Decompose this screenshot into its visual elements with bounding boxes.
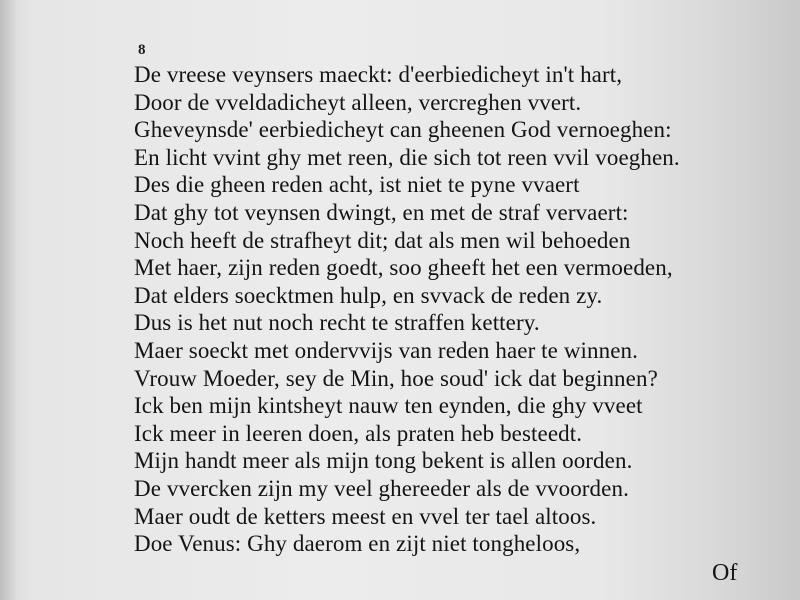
verse-line: Dat ghy tot veynsen dwingt, en met de straf vervaert: xyxy=(134,199,629,225)
verse-block xyxy=(134,61,680,558)
page-gutter-shadow xyxy=(0,0,18,600)
verse-line: Door de vveldadicheyt alleen, vercreghen vvert. xyxy=(134,89,582,115)
verse-line: De vreese veynsers maeckt: d'eerbiedicheyt in't hart, xyxy=(134,62,623,87)
verse-line: Dus is het nut noch recht te straffen kettery. xyxy=(134,310,540,336)
verse-line: Des die gheen reden acht, ist niet te pyne vvaert xyxy=(134,172,580,198)
verse-line: Ick ben mijn kintsheyt nauw ten eynden, die ghy vveet xyxy=(134,393,643,419)
page-number: 8 xyxy=(138,42,146,58)
verse-line: Dat elders soecktmen hulp, en svvack de reden zy. xyxy=(134,282,603,308)
verse-line: Met haer, zijn reden goedt, soo gheeft het een vermoeden, xyxy=(134,255,673,281)
verse-line: Noch heeft de strafheyt dit; dat als men wil behoeden xyxy=(134,227,631,253)
verse-line: Gheveynsde' eerbiedicheyt can gheenen God vernoeghen: xyxy=(134,117,672,143)
verse-line: De vvercken zijn my veel ghereeder als de vvoorden. xyxy=(134,475,629,501)
verse-line: Maer oudt de ketters meest en vvel ter tael altoos. xyxy=(134,503,597,529)
verse-line: Maer soeckt met ondervvijs van reden haer te winnen. xyxy=(134,337,638,363)
verse-line: Ick meer in leeren doen, als praten heb besteedt. xyxy=(134,420,583,446)
verse-line: Mijn handt meer als mijn tong bekent is allen oorden. xyxy=(134,448,633,474)
verse-line: Vrouw Moeder, sey de Min, hoe soud' ick dat beginnen? xyxy=(134,365,658,391)
verse-line: En licht vvint ghy met reen, die sich tot reen vvil voeghen. xyxy=(134,144,680,170)
verse-line: Doe Venus: Ghy daerom en zijt niet tongheloos, xyxy=(134,531,581,557)
catchword: Of xyxy=(712,560,738,586)
